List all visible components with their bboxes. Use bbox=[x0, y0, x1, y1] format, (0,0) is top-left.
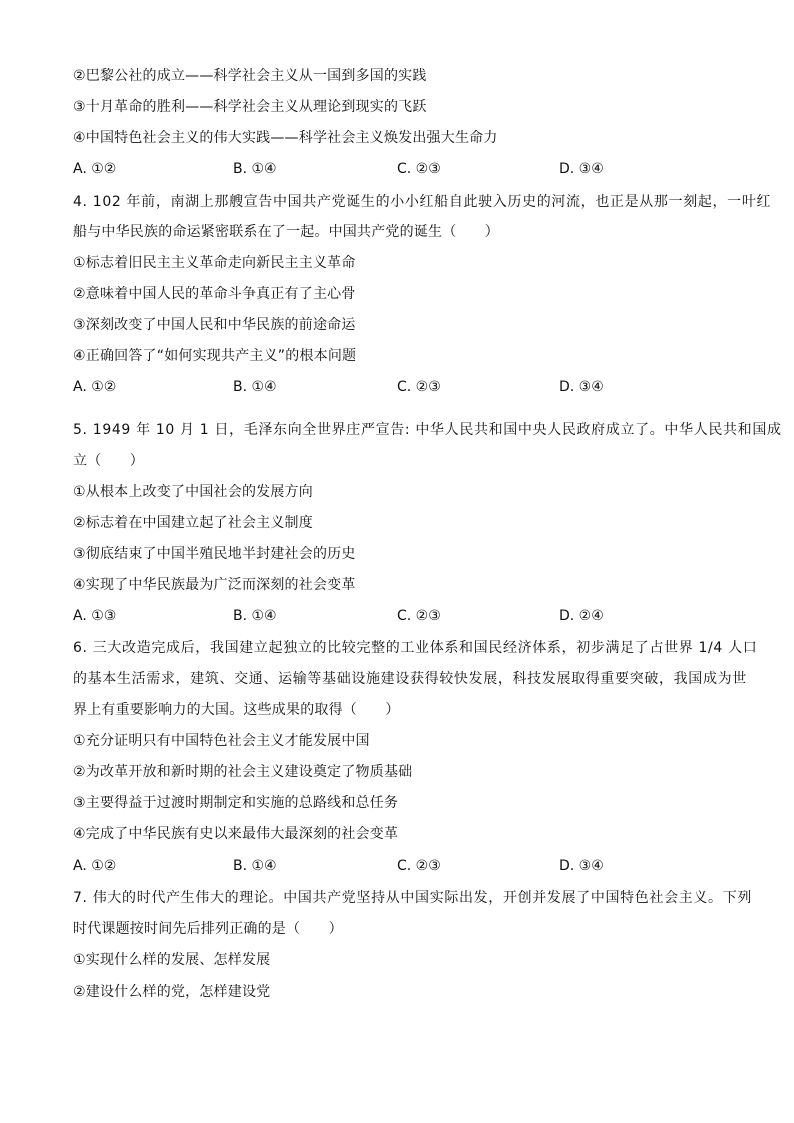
q6-option-b[interactable]: B. ①④ bbox=[233, 858, 277, 874]
q6-item-2: ②为改革开放和新时期的社会主义建设奠定了物质基础 bbox=[73, 764, 413, 780]
q5-stem-line-1: 5. 1949 年 10 月 1 日，毛泽东向全世界庄严宣告: 中华人民共和国中央人民政府成立了。中华人民共和国成 bbox=[73, 422, 782, 438]
q5-option-c[interactable]: C. ②③ bbox=[397, 608, 441, 624]
q6-option-a[interactable]: A. ①② bbox=[73, 858, 117, 874]
q3-option-a[interactable]: A. ①② bbox=[73, 161, 117, 177]
q6-options bbox=[73, 856, 723, 876]
q4-option-c[interactable]: C. ②③ bbox=[397, 379, 441, 395]
q4-item-2: ②意味着中国人民的革命斗争真正有了主心骨 bbox=[73, 286, 356, 302]
q6-item-4: ④完成了中华民族有史以来最伟大最深刻的社会变革 bbox=[73, 826, 399, 842]
q3-option-d[interactable]: D. ③④ bbox=[559, 161, 604, 177]
q4-option-d[interactable]: D. ③④ bbox=[559, 379, 604, 395]
q4-option-a[interactable]: A. ①② bbox=[73, 379, 117, 395]
q5-item-2: ②标志着在中国建立起了社会主义制度 bbox=[73, 515, 313, 531]
q3-options bbox=[73, 159, 723, 179]
q6-item-3: ③主要得益于过渡时期制定和实施的总路线和总任务 bbox=[73, 795, 399, 811]
q6-option-c[interactable]: C. ②③ bbox=[397, 858, 441, 874]
q5-stem-line-2: 立（ ） bbox=[73, 453, 144, 469]
q4-item-3: ③深刻改变了中国人民和中华民族的前途命运 bbox=[73, 317, 356, 333]
q3-item-3: ③十月革命的胜利——科学社会主义从理论到现实的飞跃 bbox=[73, 99, 427, 115]
q7-item-2: ②建设什么样的党，怎样建设党 bbox=[73, 984, 271, 1000]
q5-option-b[interactable]: B. ①④ bbox=[233, 608, 277, 624]
q5-option-a[interactable]: A. ①③ bbox=[73, 608, 117, 624]
q6-stem-line-1: 6. 三大改造完成后，我国建立起独立的比较完整的工业体系和国民经济体系，初步满足了占世界 1/4 人口 bbox=[73, 640, 758, 656]
q7-stem-line-2: 时代课题按时间先后排列正确的是（ ） bbox=[73, 921, 343, 937]
q4-options bbox=[73, 377, 723, 397]
q3-option-c[interactable]: C. ②③ bbox=[397, 161, 441, 177]
q3-option-b[interactable]: B. ①④ bbox=[233, 161, 277, 177]
q4-item-4: ④正确回答了“如何实现共产主义”的根本问题 bbox=[73, 348, 357, 364]
q5-option-d[interactable]: D. ②④ bbox=[559, 608, 604, 624]
q4-item-1: ①标志着旧民主主义革命走向新民主主义革命 bbox=[73, 255, 356, 271]
q5-item-3: ③彻底结束了中国半殖民地半封建社会的历史 bbox=[73, 546, 356, 562]
q4-stem-line-1: 4. 102 年前，南湖上那艘宣告中国共产党诞生的小小红船自此驶入历史的河流，也正是从那一刻起，一叶红 bbox=[73, 194, 772, 210]
q7-item-1: ①实现什么样的发展、怎样发展 bbox=[73, 952, 271, 968]
q7-stem-line-1: 7. 伟大的时代产生伟大的理论。中国共产党坚持从中国实际出发，开创并发展了中国特色社会主义。下列 bbox=[73, 890, 753, 906]
q6-stem-line-3: 界上有重要影响力的大国。这些成果的取得（ ） bbox=[73, 702, 400, 718]
q4-option-b[interactable]: B. ①④ bbox=[233, 379, 277, 395]
q5-item-4: ④实现了中华民族最为广泛而深刻的社会变革 bbox=[73, 577, 356, 593]
q6-item-1: ①充分证明只有中国特色社会主义才能发展中国 bbox=[73, 733, 370, 749]
q4-stem-line-2: 船与中华民族的命运紧密联系在了一起。中国共产党的诞生（ ） bbox=[73, 224, 499, 240]
q3-item-4: ④中国特色社会主义的伟大实践——科学社会主义焕发出强大生命力 bbox=[73, 130, 498, 146]
q5-item-1: ①从根本上改变了中国社会的发展方向 bbox=[73, 484, 313, 500]
q3-item-2: ②巴黎公社的成立——科学社会主义从一国到多国的实践 bbox=[73, 68, 427, 84]
q6-option-d[interactable]: D. ③④ bbox=[559, 858, 604, 874]
q5-options bbox=[73, 606, 723, 626]
q6-stem-line-2: 的基本生活需求，建筑、交通、运输等基础设施建设获得较快发展，科技发展取得重要突破，我国成为世 bbox=[73, 671, 747, 687]
